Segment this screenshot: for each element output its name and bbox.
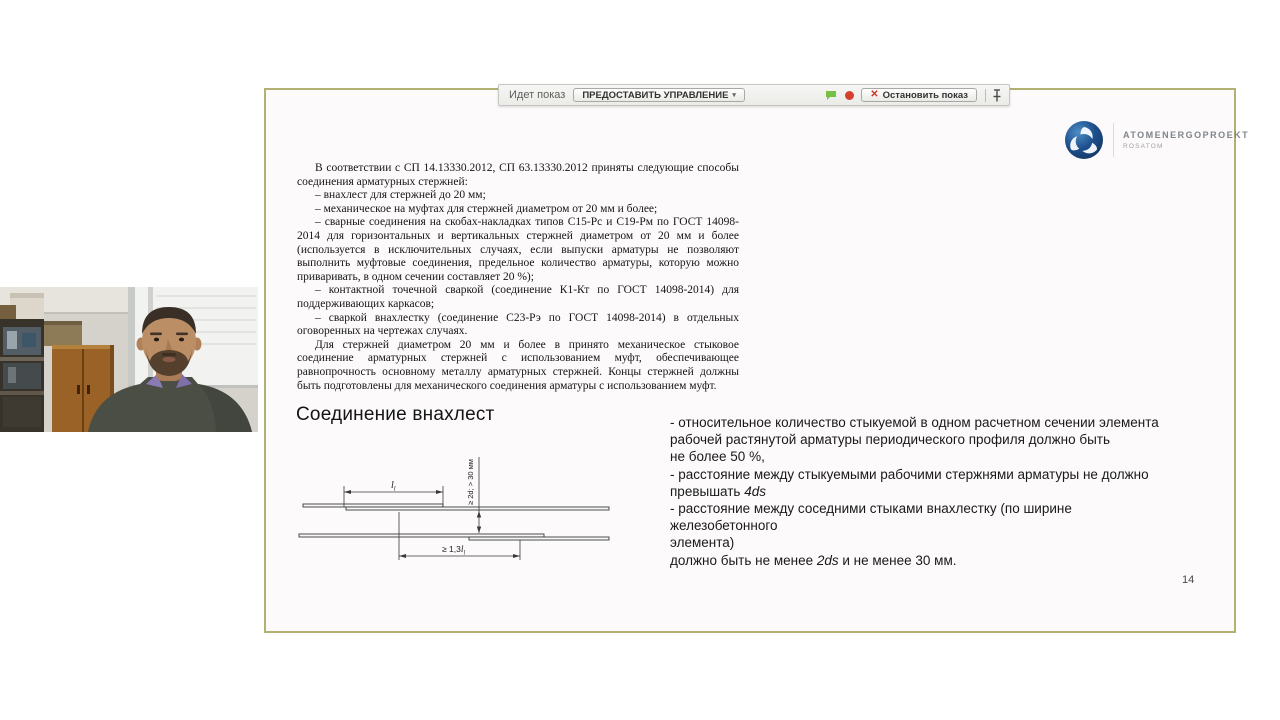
page-number: 14 [1182,574,1195,586]
lap-splice-diagram [296,450,618,569]
joint-spacing-label: ≥ $1,3l_l$ [442,544,466,557]
note-line: - расстояние между соседними стыками внахлестку (по ширине железобетонного [670,501,1072,534]
note-line: - расстояние между стыкуемыми рабочими стержнями арматуры не должно [670,466,1149,482]
note-line: должно быть не менее 2ds и не менее 30 мм. [670,552,957,568]
note-line: не более 50 %, [670,449,765,465]
body-paragraph: – механическое на муфтах для стержней диаметром от 20 мм и более; [315,202,658,215]
pin-toolbar-button[interactable] [992,89,1002,102]
presentation-slide [264,88,1250,633]
company-logo [1064,120,1249,160]
lap-length-label: $l_l$ [391,480,396,493]
logo-division-text: ROSATOM [1123,143,1164,150]
note-line: превышать 4ds [670,483,766,499]
share-status-label: Идет показ [509,89,566,101]
body-paragraph: Для стержней диаметром 20 мм и более в принято механическое стыковое соединение арматурных стержней с использованием муфт, обеспечивающее равнопрочность основному металлу арматурных стержней. Концы стержней должны быть подготовлены для механического соединения арматуры с использованием муфт. [297,338,739,392]
rosatom-logo-icon [1064,120,1104,160]
chat-bubble-icon[interactable] [825,90,837,101]
close-icon: ✕ [870,89,879,100]
grant-control-button[interactable] [573,88,745,102]
screen-share-toolbar [498,84,1010,106]
body-paragraph: – сварные соединения на скобах-накладках типов С15-Рс и С19-Рм по ГОСТ 14098-2014 для горизонтальных и вертикальных стержней диаметром от 20 мм и более (используется в исключительных случаях, если выпуски арматуры не позволяют выполнить муфтовые соединения, предельное количество арматуры, которую можно приваривать, в одном сечении составляет 20 %); [297,216,739,283]
body-paragraph: В соответствии с СП 14.13330.2012, СП 63.13330.2012 приняты следующие способы соединения арматурных стержней: [297,162,739,188]
note-line: - относительное количество стыкуемой в одном расчетном сечении элемента [670,415,1159,430]
note-line: рабочей растянутой арматуры периодического профиля должно быть [670,432,1111,448]
vertical-clearance-label: ≥ 2d; > 30 мм [466,459,475,505]
stop-sharing-button[interactable] [861,88,977,102]
grant-control-label: ПРЕДОСТАВИТЬ УПРАВЛЕНИЕ [582,89,729,101]
chevron-down-icon: ▾ [732,92,736,99]
slide-heading: Соединение внахлест [296,404,495,425]
lap-splice-drawing [296,450,618,564]
body-paragraph: – контактной точечной сваркой (соединение К1-Кт по ГОСТ 14098-2014) для поддерживающих каркасов; [297,284,739,310]
stop-sharing-label: Остановить показ [882,89,968,101]
record-indicator-icon [845,91,854,100]
logo-brand-text: ATOMENERGOPROEKT [1123,130,1250,140]
slide-notes [670,414,1170,569]
office-scene-illustration [0,287,258,432]
webcam-video [0,287,258,432]
note-line: элемента) [670,535,735,551]
body-paragraph: – сваркой внахлестку (соединение С23-Рэ по ГОСТ 14098-2014) в отдельных оговоренных на чертежах случаях. [297,311,739,338]
logo-divider [1113,123,1114,157]
body-paragraph: – внахлест для стержней до 20 мм; [315,189,486,202]
slide-body-text [297,162,739,393]
pin-icon [992,89,1002,102]
toolbar-divider [985,89,986,102]
